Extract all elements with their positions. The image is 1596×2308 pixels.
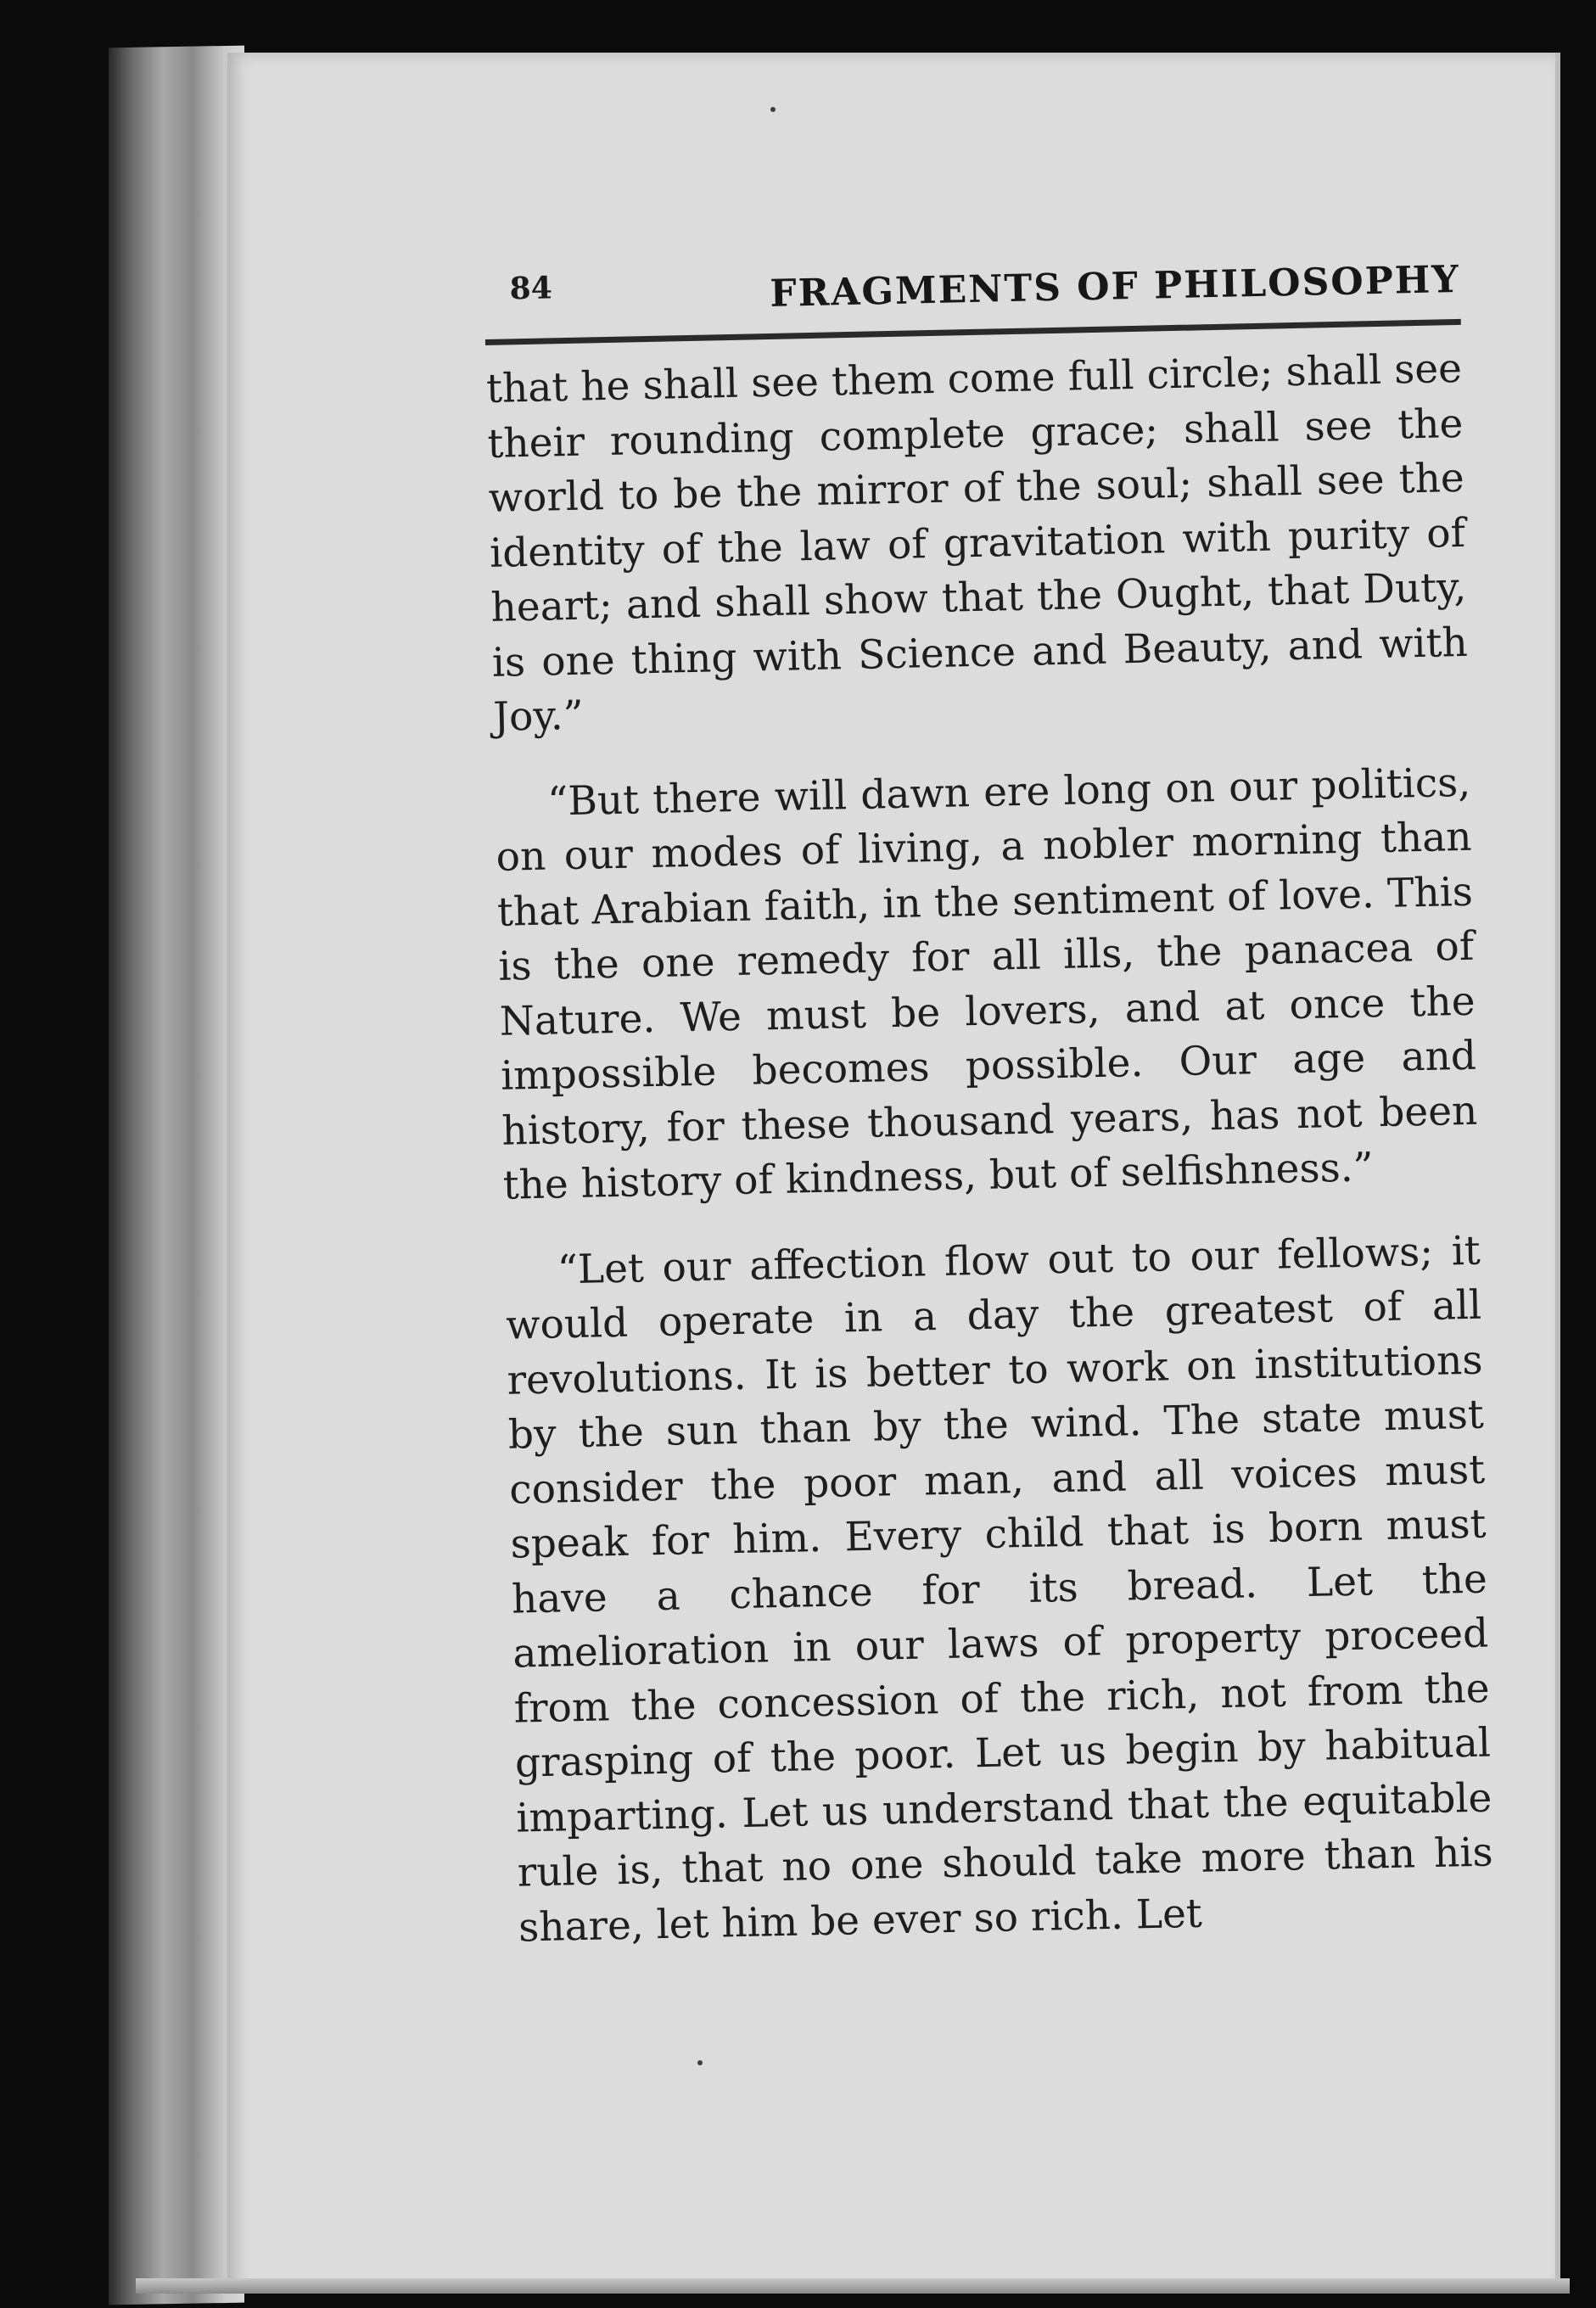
paragraph-3: “Let our affection flow out to our fellows; it would operate in a day the greatest of all revolutions. It is better to work on institutions by the sun than by the wind. The state must consider the poor man, and all voices must speak for him. Every child that is born must have a chance for its bread. Let the amelioration in our laws of property proceed from the concession of the rich, not from the grasping of the poor. Let us begin by habitual imparting. Let us understand that the equitable rule is, that no one should take more than his share, let him be ever so rich. Let	[505, 1227, 1494, 1952]
running-title: FRAGMENTS OF PHILOSOPHY	[769, 257, 1461, 316]
page-edge	[109, 46, 244, 2305]
body-text	[485, 342, 1494, 1956]
speck-bottom	[697, 2060, 703, 2065]
header-rule	[485, 319, 1461, 345]
page-content	[484, 241, 1495, 1986]
page-number: 84	[509, 270, 553, 307]
paragraph-2: “But there will dawn ere long on our politics, on our modes of living, a nobler morning than that Arabian faith, in the sentiment of love. This is the one remedy for all ills, the panacea of Nature. We must be lovers, and at once the impossible becomes possible. Our age and history, for these thousand years, has not been the history of kindness, but of selfishness.”	[496, 759, 1478, 1209]
page-bottom-edge	[136, 2278, 1570, 2294]
speck-top	[770, 107, 776, 112]
paragraph-1: that he shall see them come full circle; shall see their rounding complete grace; shall see the world to be the mirror of the soul; shall see the identity of the law of gravitation with purity of heart; and shall show that the Ought, that Duty, is one thing with Science and Beauty, and with Joy.”	[485, 345, 1469, 741]
